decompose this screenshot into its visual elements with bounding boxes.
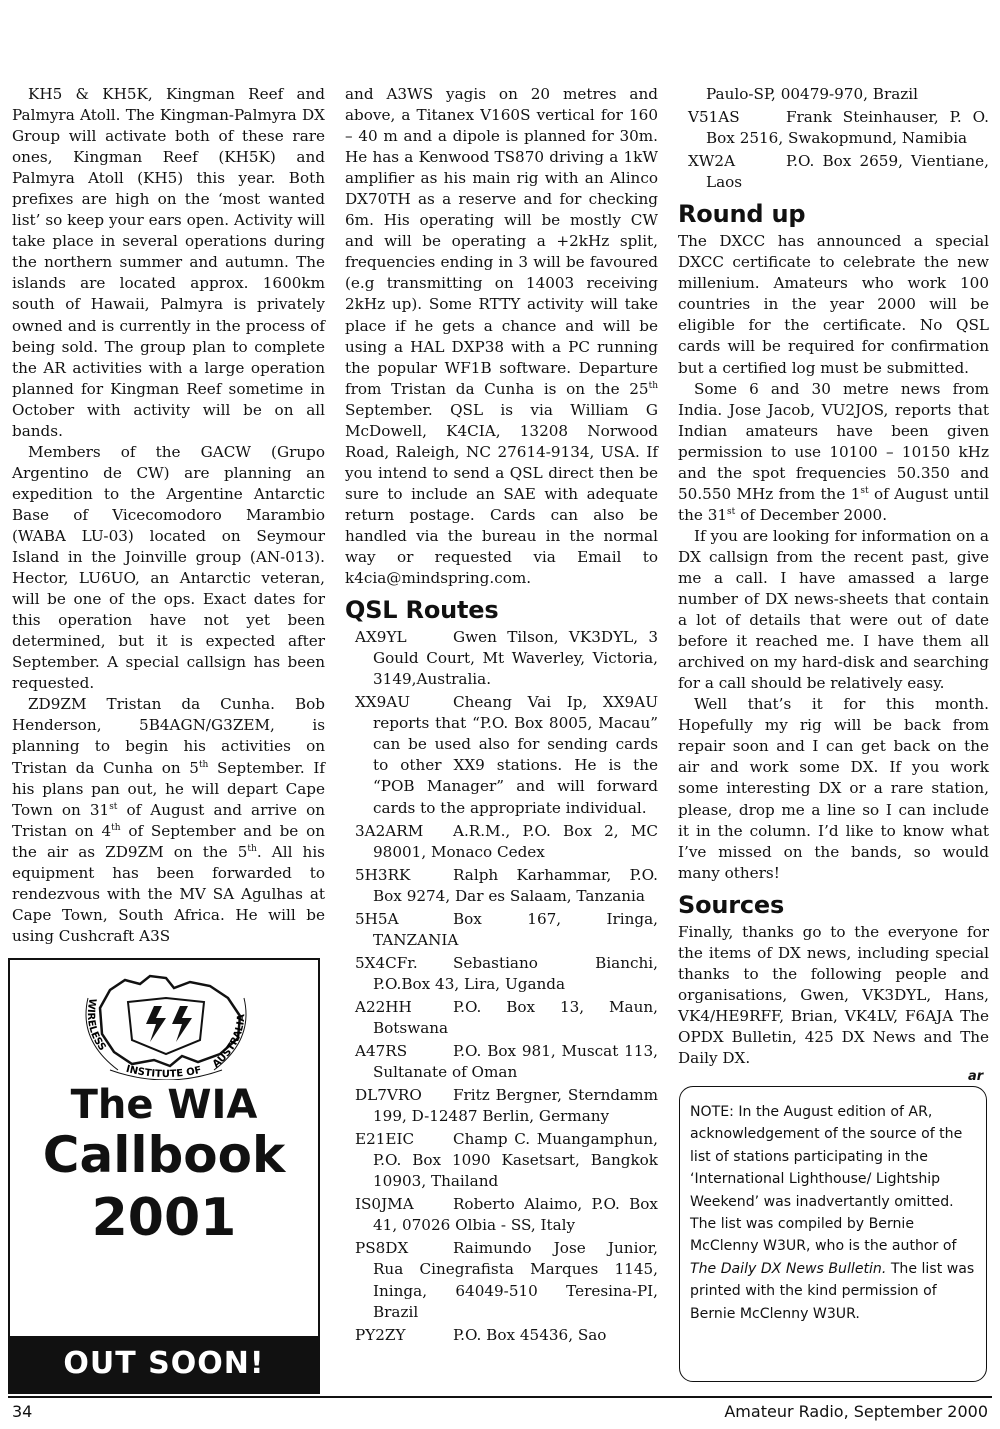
wia-logo-icon [70, 968, 260, 1080]
route-callsign: PY2ZY [355, 1325, 406, 1344]
route-address: Fritz Bergner, Sterndamm 199, D-12487 Berlin, Germany [373, 1086, 658, 1126]
route-callsign: V51AS [688, 108, 740, 127]
route-address: Frank Steinhauser, P. O. Box 2516, Swakopmund, Namibia [706, 108, 989, 148]
route-address: Raimundo Jose Junior, Rua Cinegrafista Marques 1145, Ininga, 64049-510 Teresina-PI, Brazil [373, 1239, 658, 1321]
ad-title-line-3: 2001 [91, 1188, 237, 1248]
route-callsign: A22HH [355, 997, 412, 1016]
route-callsign: 3A2ARM [355, 821, 424, 840]
route-callsign: 5H3RK [355, 865, 411, 884]
dxcc-paragraph: The DXCC has announced a special DXCC certificate to celebrate the new millenium. Amateurs who work 100 countries in the year 2000 will be eligible for the certificate. No QSL cards will be required for confirmation but a certified log must be submitted. [678, 232, 989, 377]
logo-text-left: WIRELESS [84, 997, 108, 1054]
list-item [345, 821, 658, 863]
wia-callbook-ad [8, 958, 320, 1394]
india-text-c: of December 2000. [735, 505, 888, 524]
sup-th: th [648, 380, 658, 391]
route-address: P.O. Box 981, Muscat 113, Sultanate of Oman [373, 1042, 658, 1082]
list-item [345, 1238, 658, 1322]
route-address: Sebastiano Bianchi, P.O.Box 43, Lira, Uganda [373, 953, 658, 993]
column-2 [345, 84, 658, 1348]
list-item [345, 1325, 658, 1346]
zd9zm-text-d: of September and be on the air as ZD9ZM on the 5 [12, 821, 325, 861]
route-address: P.O. Box 13, Maun, Botswana [373, 997, 658, 1037]
zd9zm-text-e: . All his equipment has been forwarded to rendezvous with the MV SA Agulhas at Cape Town, South Africa. He will be using Cushcraft A3S [12, 842, 325, 945]
column-1 [12, 84, 325, 947]
list-item [678, 151, 989, 193]
route-continuation: Paulo-SP, 00479-970, Brazil [706, 85, 918, 103]
round-up-heading: Round up [678, 200, 806, 229]
list-item [345, 627, 658, 690]
route-callsign: 5H5A [355, 909, 399, 928]
zd9zm-text-a: ZD9ZM Tristan da Cunha. Bob Henderson, 5B4AGN/G3ZEM, is planning to begin his activities on Tristan da Cunha on 5 [12, 695, 325, 777]
ad-title-line-1: The WIA [70, 1082, 258, 1128]
route-address: P.O. Box 2659, Vientiane, Laos [706, 152, 989, 192]
sources-heading: Sources [678, 890, 785, 919]
footer-divider [8, 1396, 992, 1398]
archive-paragraph: If you are looking for information on a DX callsign from the recent past, give me a call. I have amassed a large number of DX news-sheets that contain a lot of details that were out of date before it reached me. I have them all archived on my hard-disk and searching for a call should be relatively easy. [678, 526, 989, 693]
note-text-2: The list was printed with the kind permission of Bernie McClenny W3UR. [690, 1260, 975, 1322]
zd9zm-cont-text-a: and A3WS yagis on 20 metres and above, a Titanex V160S vertical for 160 – 40 m and a dipole is planned for 30m. He has a Kenwood TS870 driving a 1kW amplifier as his main rig with an Alinco DX70TH as a reserve and for checking 6m. His operating will be mostly CW and will be operating a +2kHz split, frequencies ending in 3 will be favoured (e.g transmitting on 14003 receiving 2kHz up). Some RTTY activity will take place if he gets a chance and will be using a HAL DXP38 with a PC running the popular WF1B software. Departure from Tristan da Cunha is on the 25 [345, 85, 658, 398]
route-callsign: XX9AU [355, 693, 411, 712]
list-item [345, 909, 658, 951]
svg-text:WIRELESS [85, 998, 108, 1054]
india-paragraph [678, 379, 989, 526]
logo-text-right: AUSTRALIA [210, 1013, 248, 1071]
kingman-paragraph: KH5 & KH5K, Kingman Reef and Palmyra Atoll. The Kingman-Palmyra DX Group will activate both of these rare ones, Kingman Reef (KH5K) and Palmyra Atoll (KH5) this year. Both prefixes are high on the ‘most wanted list’ so keep your ears open. Activity will take place in several operations during the northern summer and autumn. The islands are located approx. 1600km south of Hawaii, Palmyra is privately owned and is currently in the process of being sold. The group plan to complete the AR activities with a large operation planned for Kingman Reef sometime in October with activity will be on all bands. [12, 85, 325, 440]
route-address: Cheang Vai Ip, XX9AU reports that “P.O. Box 8005, Macau” can be used also for sending cards to other XX9 stations. He is the “POB Manager” and will forward cards to the appropriate individual. [373, 693, 658, 817]
india-text-a: Some 6 and 30 metre news from India. Jose Jacob, VU2JOS, reports that Indian amateurs have been given permission to use 10100 – 10150 kHz and the spot frequencies 50.350 and 50.550 MHz from the 1 [678, 379, 989, 503]
closing-paragraph: Well that’s it for this month. Hopefully my rig will be back from repair soon and I can get back on the air and work some DX. If you work some interesting DX or a rare station, please, drop me a line so I can include it in the column. I’d like to know what I’ve missed on the bands, so would many others! [678, 695, 989, 882]
column-3 [678, 84, 989, 1069]
note-emphasis: The Daily DX News Bulletin. [690, 1260, 887, 1277]
route-callsign: IS0JMA [355, 1195, 414, 1214]
note-box [679, 1086, 987, 1382]
list-item [345, 865, 658, 907]
route-callsign: DL7VRO [355, 1086, 422, 1105]
ar-end-mark: ar [968, 1069, 984, 1084]
zd9zm-text-b: September. If his plans pan out, he will depart Cape Town on 31 [12, 758, 325, 819]
sup-th: th [111, 822, 121, 833]
qsl-routes-heading: QSL Routes [345, 596, 499, 625]
qsl-routes-list-continued [678, 107, 989, 193]
gacw-paragraph: Members of the GACW (Grupo Argentino de CW) are planning an expedition to the Argentine Antarctic Base of Vicecomodoro Marambio (WABA LU-03) located on Seymour Island in the Joinville group (AN-013). Hector, LU6UO, an Antarctic veteran, will be one of the ops. Exact dates for this operation have not yet been determined, but it is expected after September. A special callsign has been requested. [12, 442, 325, 693]
sup-st: st [727, 506, 736, 517]
route-address: Ralph Karhammar, P.O. Box 9274, Dar es Salaam, Tanzania [373, 865, 658, 905]
list-item [345, 953, 658, 995]
publication-info: Amateur Radio, September 2000 [724, 1402, 988, 1421]
list-item [345, 692, 658, 818]
route-address: Gwen Tilson, VK3DYL, 3 Gould Court, Mt Waverley, Victoria, 3149,Australia. [373, 628, 658, 689]
list-item [345, 1129, 658, 1192]
ad-title-line-2: Callbook [42, 1126, 286, 1184]
sup-st: st [860, 485, 869, 496]
route-address: A.R.M., P.O. Box 2, MC 98001, Monaco Cedex [373, 821, 658, 861]
route-callsign: XW2A [688, 152, 736, 171]
ad-banner: OUT SOON! [10, 1336, 318, 1392]
list-item [678, 84, 989, 105]
note-text-1: NOTE: In the August edition of AR, acknowledgement of the source of the list of stations participating in the ‘International Lighthouse/ Lightship Weekend’ was inadvertantly omitted. The list was compiled by Bernie McClenny W3UR, who is the author of [690, 1104, 963, 1255]
sup-th: th [198, 759, 209, 770]
zd9zm-cont-text-b: September. QSL is via William G McDowell, K4CIA, 13208 Norwood Road, Raleigh, NC 27614-9134, USA. If you intend to send a QSL direct then be sure to include an SAE with adequate return postage. Cards can also be handled via the bureau in the normal way or requested via Email to k4cia@mindspring.com. [345, 400, 658, 588]
route-address: P.O. Box 45436, Sao [453, 1325, 607, 1344]
route-address: Roberto Alaimo, P.O. Box 41, 07026 Olbia - SS, Italy [373, 1195, 658, 1235]
route-callsign: E21EIC [355, 1130, 415, 1149]
route-callsign: A47RS [355, 1042, 408, 1061]
sources-paragraph: Finally, thanks go to the everyone for the items of DX news, including special thanks to the following people and organisations, Gwen, VK3DYL, Hans, VK4/HE9RFF, Brian, VK4LV, F6AJA The OPDX Bulletin, 425 DX News and The Daily DX. [678, 922, 989, 1067]
route-address: Box 167, Iringa, TANZANIA [373, 909, 658, 949]
list-item [345, 1085, 658, 1127]
route-callsign: PS8DX [355, 1239, 409, 1258]
india-text-b: of August until the 31 [678, 484, 989, 524]
zd9zm-text-c: of August and arrive on Tristan on 4 [12, 800, 325, 840]
zd9zm-continued-paragraph [345, 84, 658, 589]
svg-text:AUSTRALIA [211, 1014, 248, 1071]
route-callsign: AX9YL [355, 628, 407, 647]
list-item [345, 1194, 658, 1236]
sup-th: th [247, 843, 257, 854]
zd9zm-paragraph [12, 694, 325, 947]
list-item [345, 1041, 658, 1083]
route-address: Champ C. Muangamphun, P.O. Box 1090 Kasetsart, Bangkok 10903, Thailand [373, 1130, 658, 1191]
qsl-routes-list [345, 627, 658, 1346]
list-item [678, 107, 989, 149]
page-number: 34 [12, 1402, 33, 1421]
list-item [345, 997, 658, 1039]
route-callsign: 5X4CFr. [355, 953, 418, 972]
logo-text-bottom: INSTITUTE OF [124, 1063, 203, 1080]
sup-st: st [109, 801, 118, 812]
